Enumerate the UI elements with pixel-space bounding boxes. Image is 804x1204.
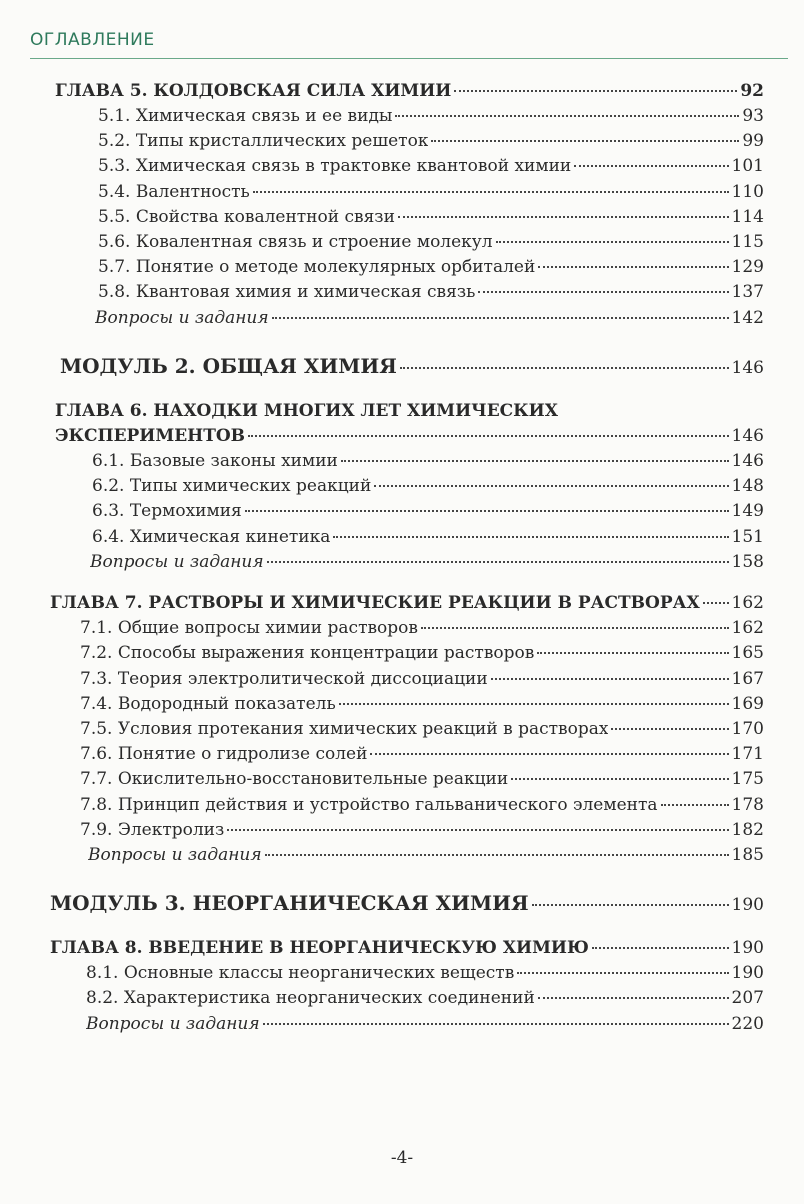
chapter-title-cont: ЭКСПЕРИМЕНТОВ — [55, 425, 246, 446]
item-label: 8.1. Основные классы неорганических веществ — [86, 963, 515, 984]
item-label: 6.2. Типы химических реакций — [92, 476, 372, 497]
page-number: 175 — [731, 769, 764, 790]
toc-item-5-4[interactable] — [0, 180, 804, 205]
page-number: 162 — [731, 593, 764, 613]
item-label: 7.9. Электролиз — [80, 819, 225, 840]
dot-leader — [421, 627, 729, 629]
dot-leader — [370, 753, 728, 755]
running-header: ОГЛАВЛЕНИЕ — [30, 30, 155, 50]
item-label: 7.5. Условия протекания химических реакций в растворах — [80, 718, 609, 739]
dot-leader — [611, 728, 728, 730]
module-title: МОДУЛЬ 3. НЕОРГАНИЧЕСКАЯ ХИМИЯ — [50, 891, 529, 916]
page-number: 190 — [731, 963, 764, 984]
item-label: 5.6. Ковалентная связь и строение молекул — [98, 231, 493, 252]
page-number: 114 — [731, 206, 764, 227]
toc-questions-6[interactable] — [0, 550, 804, 575]
item-label: 5.1. Химическая связь и ее виды — [98, 106, 393, 126]
dot-leader — [248, 435, 729, 437]
page-number: 92 — [740, 81, 764, 101]
table-of-contents — [0, 78, 804, 1037]
dot-leader — [592, 947, 729, 949]
toc-item-7-7[interactable] — [0, 767, 804, 792]
toc-item-7-8[interactable] — [0, 793, 804, 818]
dot-leader — [703, 602, 729, 604]
toc-item-7-5[interactable] — [0, 717, 804, 742]
item-label: 5.7. Понятие о методе молекулярных орбиталей — [98, 257, 536, 278]
toc-chapter-6-line1[interactable] — [0, 399, 804, 424]
page-number: 207 — [731, 988, 764, 1009]
toc-item-5-2[interactable] — [0, 129, 804, 154]
page-number: 99 — [742, 131, 764, 152]
dot-leader — [395, 115, 739, 117]
dot-leader — [491, 678, 729, 680]
dot-leader — [478, 291, 728, 293]
chapter-title: ГЛАВА 7. РАСТВОРЫ И ХИМИЧЕСКИЕ РЕАКЦИИ В РАСТВОРАХ — [50, 593, 700, 613]
toc-item-6-2[interactable] — [0, 474, 804, 499]
item-label: 6.4. Химическая кинетика — [92, 526, 331, 547]
toc-chapter-6[interactable] — [0, 424, 804, 449]
page-number: 151 — [731, 526, 764, 547]
toc-questions-8[interactable] — [0, 1012, 804, 1037]
dot-leader — [374, 485, 728, 487]
dot-leader — [265, 854, 729, 856]
dot-leader — [454, 90, 737, 92]
dot-leader — [400, 367, 729, 369]
page-number: 165 — [731, 643, 764, 664]
toc-item-6-3[interactable] — [0, 499, 804, 524]
questions-label: Вопросы и задания — [95, 307, 269, 328]
module-title: МОДУЛЬ 2. ОБЩАЯ ХИМИЯ — [60, 353, 397, 378]
dot-leader — [517, 972, 728, 974]
toc-item-7-1[interactable] — [0, 616, 804, 641]
page-number: 170 — [731, 718, 764, 739]
toc-item-8-2[interactable] — [0, 986, 804, 1011]
page-number: 178 — [731, 794, 764, 815]
page-number: 185 — [731, 844, 764, 865]
dot-leader — [253, 191, 729, 193]
page-number: 169 — [731, 693, 764, 714]
toc-module-2[interactable] — [0, 349, 804, 383]
toc-chapter-7[interactable] — [0, 591, 804, 616]
toc-item-7-9[interactable] — [0, 818, 804, 843]
toc-module-3[interactable] — [0, 886, 804, 920]
page-number: 158 — [731, 551, 764, 572]
toc-questions-5[interactable] — [0, 306, 804, 331]
page-number: 142 — [731, 307, 764, 328]
dot-leader — [398, 216, 729, 218]
dot-leader — [267, 561, 729, 563]
page-number: 146 — [731, 451, 764, 472]
dot-leader — [538, 266, 728, 268]
page-number: 171 — [731, 744, 764, 765]
item-label: 7.7. Окислительно-восстановительные реакции — [80, 769, 509, 790]
toc-item-5-1[interactable] — [0, 104, 804, 129]
page-number: 146 — [731, 357, 764, 378]
questions-label: Вопросы и задания — [88, 844, 262, 865]
dot-leader — [227, 829, 728, 831]
toc-item-7-2[interactable] — [0, 641, 804, 666]
chapter-title: ГЛАВА 6. НАХОДКИ МНОГИХ ЛЕТ ХИМИЧЕСКИХ — [55, 400, 558, 421]
page-number: 162 — [731, 618, 764, 639]
page-footer-number: -4- — [390, 1148, 414, 1168]
item-label: 7.2. Способы выражения концентрации растворов — [80, 643, 535, 664]
item-label: 7.6. Понятие о гидролизе солей — [80, 744, 368, 765]
dot-leader — [341, 460, 729, 462]
dot-leader — [574, 165, 728, 167]
page-number: 137 — [731, 282, 764, 303]
dot-leader — [511, 778, 728, 780]
item-label: 6.1. Базовые законы химии — [92, 451, 338, 472]
page-number: 115 — [731, 231, 764, 252]
toc-item-6-1[interactable] — [0, 449, 804, 474]
dot-leader — [661, 804, 729, 806]
page-number: 101 — [731, 156, 764, 177]
toc-questions-7[interactable] — [0, 843, 804, 868]
dot-leader — [263, 1023, 729, 1025]
page-number: 182 — [731, 819, 764, 840]
toc-item-7-4[interactable] — [0, 692, 804, 717]
item-label: 6.3. Термохимия — [92, 501, 242, 522]
item-label: 7.1. Общие вопросы химии растворов — [80, 618, 418, 639]
item-label: 7.4. Водородный показатель — [80, 693, 336, 714]
toc-item-7-3[interactable] — [0, 667, 804, 692]
toc-item-7-6[interactable] — [0, 742, 804, 767]
dot-leader — [339, 703, 729, 705]
page-number: 220 — [731, 1013, 764, 1034]
page-number: 149 — [731, 501, 764, 522]
dot-leader — [272, 317, 729, 319]
toc-item-5-3[interactable] — [0, 154, 804, 179]
item-label: 5.3. Химическая связь в трактовке квантовой химии — [98, 156, 572, 177]
page-number: 129 — [731, 257, 764, 278]
questions-label: Вопросы и задания — [90, 551, 264, 572]
chapter-title: ГЛАВА 8. ВВЕДЕНИЕ В НЕОРГАНИЧЕСКУЮ ХИМИЮ — [50, 938, 589, 959]
dot-leader — [538, 997, 729, 999]
chapter-title: ГЛАВА 5. КОЛДОВСКАЯ СИЛА ХИМИИ — [55, 81, 452, 101]
item-label: 5.4. Валентность — [98, 181, 250, 202]
dot-leader — [537, 652, 728, 654]
toc-item-6-4[interactable] — [0, 525, 804, 550]
item-label: 7.3. Теория электролитической диссоциации — [80, 668, 488, 689]
item-label: 8.2. Характеристика неорганических соединений — [86, 988, 535, 1009]
toc-item-8-1[interactable] — [0, 961, 804, 986]
item-label: 5.2. Типы кристаллических решеток — [98, 131, 429, 152]
toc-chapter-5[interactable] — [0, 78, 804, 104]
dot-leader — [496, 241, 729, 243]
toc-chapter-8[interactable] — [0, 936, 804, 961]
dot-leader — [532, 904, 729, 906]
dot-leader — [245, 510, 729, 512]
item-label: 5.8. Квантовая химия и химическая связь — [98, 282, 476, 303]
dot-leader — [431, 140, 739, 142]
toc-item-5-6[interactable] — [0, 230, 804, 255]
page-number: 167 — [731, 668, 764, 689]
page-number: 110 — [731, 181, 764, 202]
header-rule — [30, 58, 788, 59]
page-number: 190 — [731, 895, 764, 916]
page-number: 148 — [731, 476, 764, 497]
page-number: 93 — [742, 106, 764, 126]
item-label: 5.5. Свойства ковалентной связи — [98, 206, 395, 227]
toc-item-5-5[interactable] — [0, 205, 804, 230]
questions-label: Вопросы и задания — [86, 1013, 260, 1034]
page-number: 190 — [731, 938, 764, 959]
dot-leader — [333, 536, 728, 538]
item-label: 7.8. Принцип действия и устройство гальванического элемента — [80, 794, 658, 815]
page-number: 146 — [731, 425, 764, 446]
toc-item-5-8[interactable] — [0, 280, 804, 305]
toc-item-5-7[interactable] — [0, 255, 804, 280]
